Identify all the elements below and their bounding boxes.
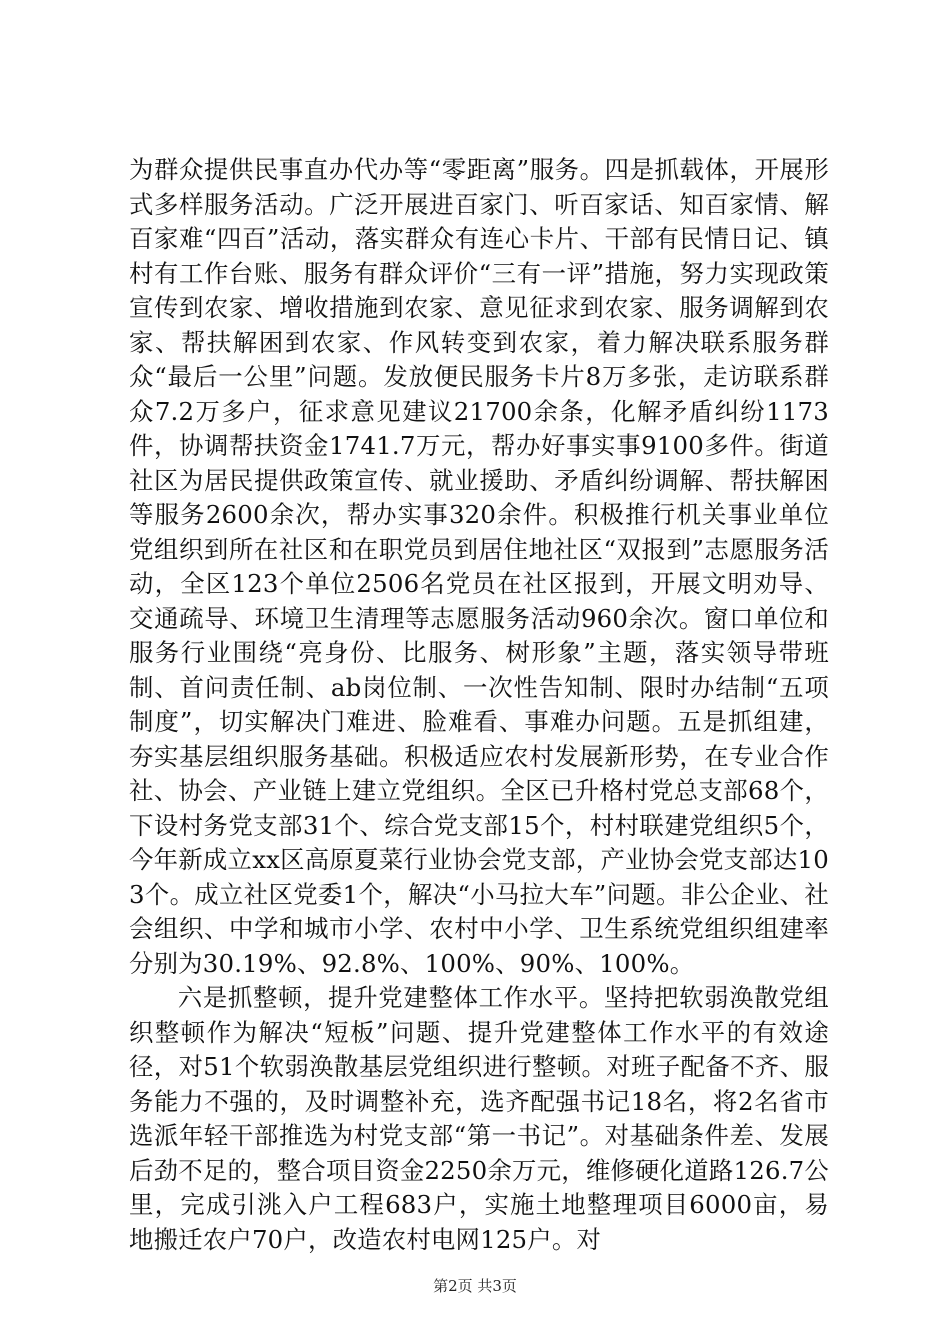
page-footer: 第2页 共3页 bbox=[433, 1277, 517, 1295]
paragraph-six: 六是抓整顿，提升党建整体工作水平。坚持把软弱涣散党组织整顿作为解决“短板”问题、提升党建整体工作水平的有效途径，对51个软弱涣散基层党组织进行整顿。对班子配备不齐、服务能力不强的，及时调整补充，选齐配强书记18名，将2名省市选派年轻干部推选为村党支部“第一书记”。对基础条件差、发展后劲不足的，整合项目资金2250余万元，维修硬化道路126.7公里，完成引洮入户工程683户，实施土地整理项目6000亩，易地搬迁农户70户，改造农村电网125户。对 bbox=[129, 983, 829, 1254]
paragraph-continued: 为群众提供民事直办代办等“零距离”服务。四是抓载体，开展形式多样服务活动。广泛开展进百家门、听百家话、知百家情、解百家难“四百”活动，落实群众有连心卡片、干部有民情日记、镇村有工作台账、服务有群众评价“三有一评”措施，努力实现政策宣传到农家、增收措施到农家、意见征求到农家、服务调解到农家、帮扶解困到农家、作风转变到农家，着力解决联系服务群众“最后一公里”问题。发放便民服务卡片8万多张，走访联系群众7.2万多户，征求意见建议21700余条，化解矛盾纠纷1173件，协调帮扶资金1741.7万元，帮办好事实事9100多件。街道社区为居民提供政策宣传、就业援助、矛盾纠纷调解、帮扶解困等服务2600余次，帮办实事320余件。积极推行机关事业单位党组织到所在社区和在职党员到居住地社区“双报到”志愿服务活动，全区123个单位2506名党员在社区报到，开展文明劝导、交通疏导、环境卫生清理等志愿服务活动960余次。窗口单位和服务行业围绕“亮身份、比服务、树形象”主题，落实领导带班制、首问责任制、ab岗位制、一次性告知制、限时办结制“五项制度”，切实解决门难进、脸难看、事难办问题。五是抓组建，夯实基层组织服务基础。积极适应农村发展新形势，在专业合作社、协会、产业链上建立党组织。全区已升格村党总支部68个，下设村务党支部31个、综合党支部15个，村村联建党组织5个，今年新成立xx区高原夏菜行业协会党支部，产业协会党支部达103个。成立社区党委1个，解决“小马拉大车”问题。非公企业、社会组织、中学和城市小学、农村中小学、卫生系统党组织组建率分别为30.19%、92.8%、100%、90%、100%。 bbox=[129, 155, 829, 978]
document-body bbox=[129, 153, 829, 1257]
